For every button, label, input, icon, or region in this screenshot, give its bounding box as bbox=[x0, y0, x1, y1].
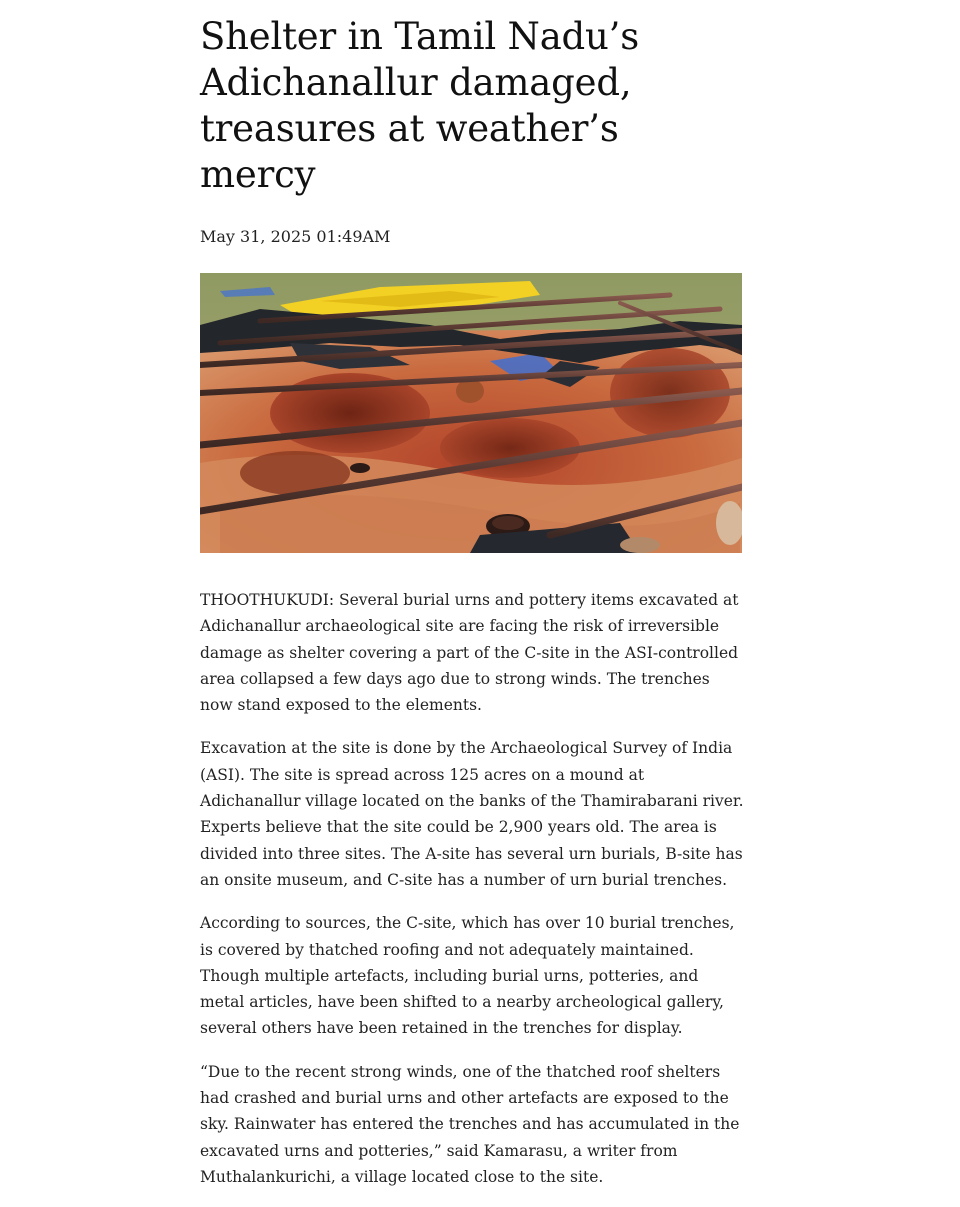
paragraph-2: Excavation at the site is done by the Archaeological Survey of India (ASI). The site is spread across 125 acres on a mound at Adichanallur village located on the banks of the Thamirabarani river. Experts believe that the site could be 2,900 years old. The area is divided into three sites. The A-site has several urn burials, B-site has an onsite museum, and C-site has a number of urn burial trenches. bbox=[200, 739, 744, 889]
headline: Shelter in Tamil Nadu’s Adichanallur damaged, treasures at weather’s mercy bbox=[200, 15, 640, 196]
article-body bbox=[200, 587, 745, 1190]
paragraph-1: THOOTHUKUDI: Several burial urns and pottery items excavated at Adichanallur archaeological site are facing the risk of irreversible damage as shelter covering a part of the C-site in the ASI-controlled area collapsed a few days ago due to strong winds. The trenches now stand exposed to the elements. bbox=[200, 591, 739, 715]
paragraph-4: “Due to the recent strong winds, one of the thatched roof shelters had crashed and burial urns and other artefacts are exposed to the sky. Rainwater has entered the trenches and has accumulated in the excavated urns and potteries,” said Kamarasu, a writer from Muthalankurichi, a village located close to the site. bbox=[200, 1062, 740, 1186]
excavation-site-photo bbox=[200, 273, 742, 553]
paragraph-3: According to sources, the C-site, which has over 10 burial trenches, is covered by thatched roofing and not adequately maintained. Though multiple artefacts, including burial urns, potteries, and metal articles, have been shifted to a nearby archeological gallery, several others have been retained in the trenches for display. bbox=[200, 914, 735, 1038]
article bbox=[200, 0, 745, 1207]
dateline: May 31, 2025 01:49AM bbox=[200, 227, 391, 246]
